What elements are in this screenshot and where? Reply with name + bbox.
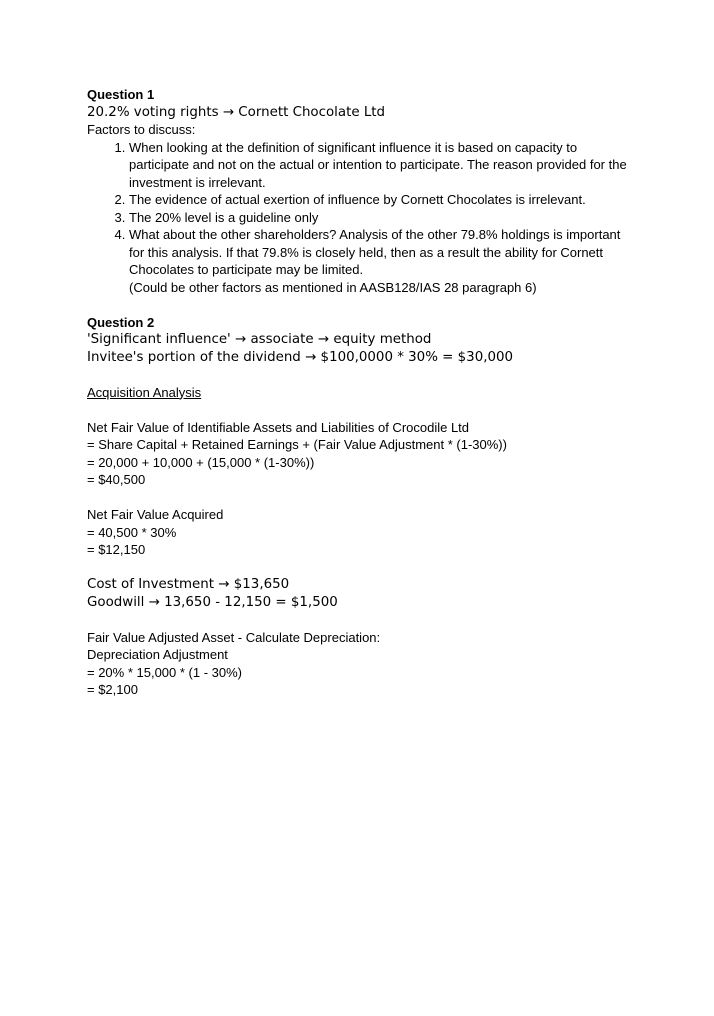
- goodwill-line: Goodwill → 13,650 - 12,150 = $1,500: [87, 594, 338, 610]
- depreciation-calc: = 20% * 15,000 * (1 - 30%): [87, 664, 243, 680]
- spacer: [87, 296, 687, 314]
- question-1-heading: Question 1: [87, 87, 155, 102]
- net-fair-value-title: Net Fair Value of Identifiable Assets and Liabilities of Crocodile Ltd: [87, 419, 470, 435]
- factor-text: The evidence of actual exertion of influence by Cornett Chocolates is irrelevant.: [129, 192, 586, 207]
- depreciation-result: = $2,100: [87, 682, 138, 697]
- significant-influence-line: 'Significant influence' → associate → equity method: [87, 332, 432, 347]
- spacer: [87, 401, 687, 419]
- dividend-line: Invitee's portion of the dividend → $100,0000 * 30% = $30,000: [87, 349, 514, 365]
- fair-value-adjusted-title: Fair Value Adjusted Asset - Calculate Depreciation:: [87, 629, 381, 645]
- spacer: [87, 489, 687, 507]
- list-item: [129, 139, 629, 192]
- net-fair-value-calc: = 20,000 + 10,000 + (15,000 * (1-30%)): [87, 454, 315, 470]
- depreciation-adjustment-title: Depreciation Adjustment: [87, 647, 228, 662]
- cost-of-investment-line: Cost of Investment → $13,650: [87, 577, 290, 592]
- list-item: [129, 191, 629, 209]
- factors-list: [87, 139, 687, 297]
- voting-rights-line: 20.2% voting rights → Cornett Chocolate Ltd: [87, 104, 386, 120]
- factor-text: The 20% level is a guideline only: [129, 209, 319, 225]
- net-fair-value-result: = $40,500: [87, 472, 146, 487]
- document-page: [87, 86, 687, 699]
- spacer: [87, 559, 687, 577]
- list-item: [129, 209, 629, 227]
- net-fair-value-acquired-title: Net Fair Value Acquired: [87, 507, 224, 522]
- question-2-heading: Question 2: [87, 314, 155, 330]
- net-fair-value-acquired-calc: = 40,500 * 30%: [87, 524, 177, 540]
- net-fair-value-acquired-result: = $12,150: [87, 542, 146, 557]
- acquisition-analysis-title: Acquisition Analysis: [87, 384, 202, 400]
- factors-intro: Factors to discuss:: [87, 122, 196, 137]
- spacer: [87, 611, 687, 629]
- factor-text: When looking at the definition of significant influence it is based on capacity to participate and not on the actual or intention to participate. The reason provided for the investment is irrelevant.: [129, 139, 627, 190]
- factors-note: (Could be other factors as mentioned in AASB128/IAS 28 paragraph 6): [129, 279, 537, 295]
- list-item: [129, 226, 629, 296]
- net-fair-value-formula: = Share Capital + Retained Earnings + (Fair Value Adjustment * (1-30%)): [87, 437, 507, 452]
- spacer: [87, 366, 687, 384]
- factor-text: What about the other shareholders? Analysis of the other 79.8% holdings is important for this analysis. If that 79.8% is closely held, then as a result the ability for Cornett Chocolates to participate may be limited.: [129, 227, 621, 277]
